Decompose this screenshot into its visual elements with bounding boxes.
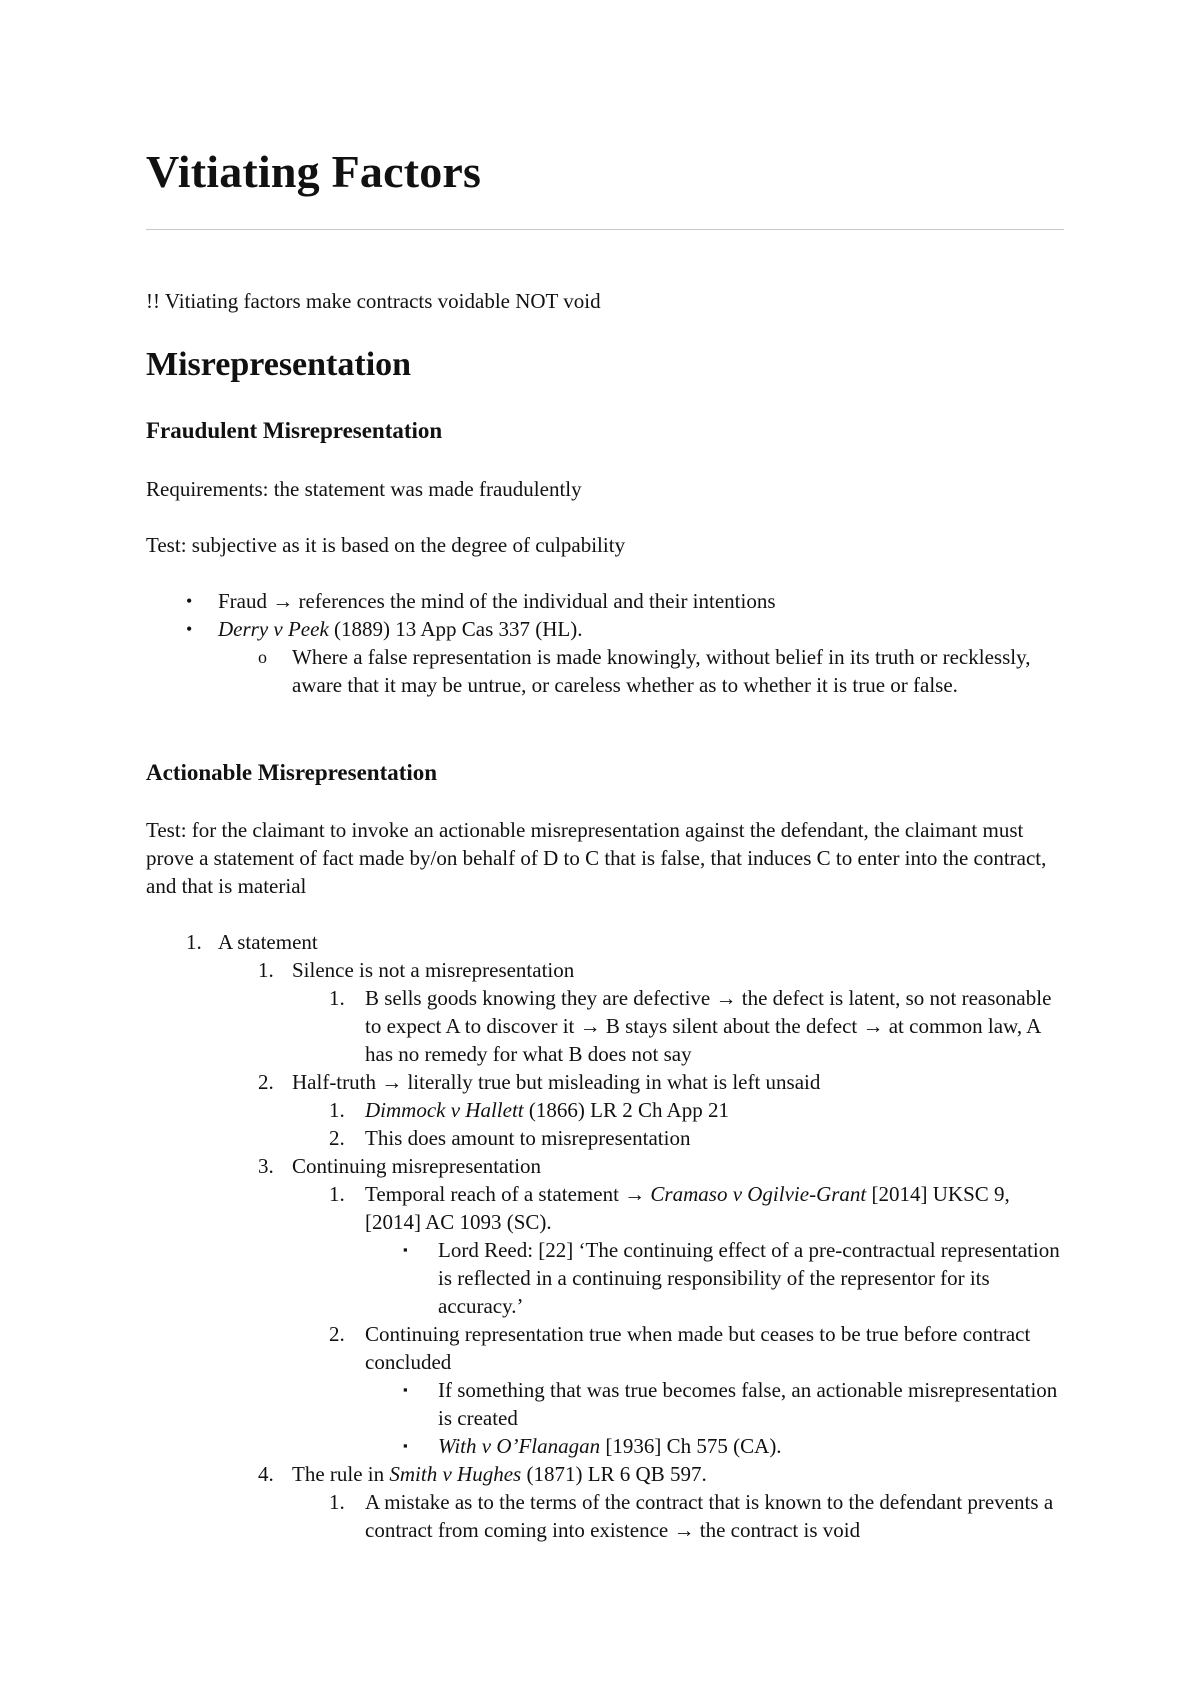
page-title: Vitiating Factors: [146, 146, 482, 197]
list-item: [146, 1460, 1064, 1488]
list-item: [146, 984, 1064, 1068]
case-citation: [2014] UKSC 9, [2014] AC 1093 (SC).: [365, 1182, 1010, 1234]
number-marker: 1.: [329, 986, 345, 1010]
case-citation: [1936] Ch 575 (CA).: [600, 1434, 782, 1458]
list-item-text: The rule in: [292, 1462, 390, 1486]
number-marker: 1.: [258, 958, 274, 982]
number-marker: 4.: [258, 1462, 274, 1486]
case-name: Derry v Peek: [218, 617, 329, 641]
number-marker: 3.: [258, 1154, 274, 1178]
number-marker: 1.: [329, 1098, 345, 1122]
case-name: Smith v Hughes: [389, 1462, 522, 1486]
actionable-numbered-list: [146, 928, 1064, 1544]
list-item: [146, 1236, 1064, 1320]
list-item: [146, 1320, 1064, 1376]
list-item-text: Where a false representation is made knowingly, without belief in its truth or recklessly, aware that it may be untrue, or careless whether as to whether it is true or false.: [292, 645, 1031, 697]
square-marker: ▪: [403, 1438, 408, 1453]
list-item: [146, 1096, 1064, 1124]
list-item-text: Fraud → references the mind of the individual and their intentions: [218, 589, 776, 613]
fraud-test: Test: subjective as it is based on the degree of culpability: [146, 533, 626, 557]
list-item-text: Silence is not a misrepresentation: [292, 958, 575, 982]
list-item: [146, 587, 1064, 615]
circle-marker: o: [258, 647, 267, 667]
case-citation: (1889) 13 App Cas 337 (HL).: [328, 617, 583, 641]
actionable-test: Test: for the claimant to invoke an actionable misrepresentation against the defendant, the claimant must prove a statement of fact made by/on behalf of D to C that is false, that induces C to enter into the contract, and that is material: [146, 818, 1047, 898]
number-marker: 1.: [329, 1182, 345, 1206]
number-marker: 1.: [186, 930, 202, 954]
list-item-text: If something that was true becomes false, an actionable misrepresentation is created: [438, 1378, 1058, 1430]
number-marker: 2.: [329, 1126, 345, 1150]
case-name: With v O’Flanagan: [438, 1434, 601, 1458]
list-item: [146, 1152, 1064, 1180]
list-item: [146, 1180, 1064, 1236]
section-heading-misrepresentation: Misrepresentation: [146, 346, 412, 383]
subheading-fraudulent: Fraudulent Misrepresentation: [146, 418, 443, 443]
list-item: [146, 1068, 1064, 1096]
intro-note: !! Vitiating factors make contracts voidable NOT void: [146, 289, 601, 313]
number-marker: 1.: [329, 1490, 345, 1514]
list-item: [146, 1432, 1064, 1460]
title-divider: [146, 229, 1064, 230]
list-item-text: Half-truth → literally true but misleading in what is left unsaid: [292, 1070, 821, 1094]
list-item-text: Temporal reach of a statement →: [365, 1182, 651, 1206]
bullet-marker: •: [186, 591, 193, 611]
case-citation: (1866) LR 2 Ch App 21: [523, 1098, 729, 1122]
list-item-text: A mistake as to the terms of the contract that is known to the defendant prevents a contract from coming into existence → the contract is void: [365, 1490, 1054, 1542]
list-item-text: B sells goods knowing they are defective → the defect is latent, so not reasonable to expect A to discover it → B stays silent about the defect → at common law, A has no remedy for what B does not say: [365, 986, 1052, 1066]
list-item: [146, 1376, 1064, 1432]
fraud-requirements: Requirements: the statement was made fraudulently: [146, 477, 582, 501]
square-marker: ▪: [403, 1382, 408, 1397]
subheading-actionable: Actionable Misrepresentation: [146, 760, 438, 785]
list-item-text: This does amount to misrepresentation: [365, 1126, 691, 1150]
list-item-text: Continuing representation true when made but ceases to be true before contract concluded: [365, 1322, 1031, 1374]
list-item: [146, 1488, 1064, 1544]
case-citation: (1871) LR 6 QB 597.: [521, 1462, 707, 1486]
number-marker: 2.: [329, 1322, 345, 1346]
case-name: Cramaso v Ogilvie-Grant: [650, 1182, 867, 1206]
list-item-text: A statement: [218, 930, 318, 954]
bullet-marker: •: [186, 619, 193, 639]
list-item: [146, 615, 1064, 643]
case-name: Dimmock v Hallett: [365, 1098, 524, 1122]
list-item-text: Lord Reed: [22] ‘The continuing effect of a pre-contractual representation is reflected in a continuing responsibility of the representor for its accuracy.’: [438, 1238, 1060, 1318]
list-item: [146, 928, 1064, 956]
list-item: [146, 643, 1064, 699]
square-marker: ▪: [403, 1242, 408, 1257]
list-item-text: Continuing misrepresentation: [292, 1154, 542, 1178]
list-item: [146, 956, 1064, 984]
fraud-bullet-list: [146, 587, 1064, 699]
number-marker: 2.: [258, 1070, 274, 1094]
list-item: [146, 1124, 1064, 1152]
